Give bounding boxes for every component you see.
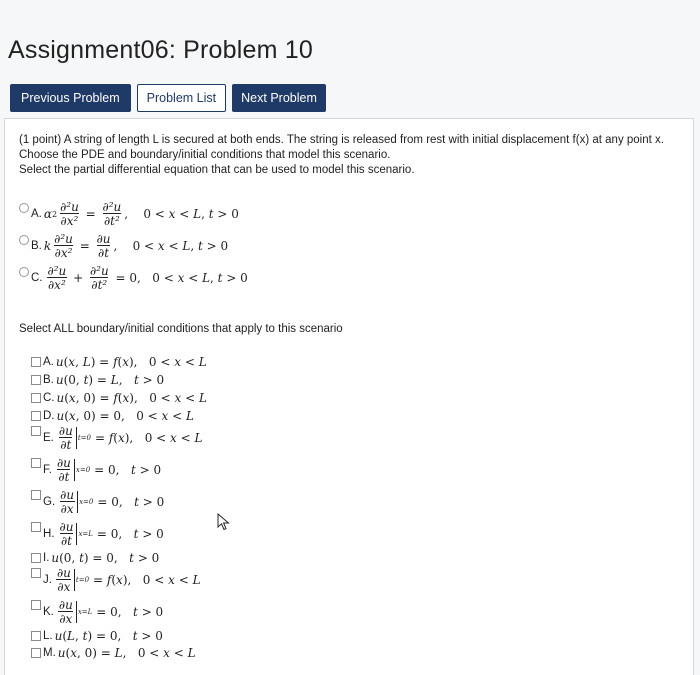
evaluation-bar bbox=[74, 459, 75, 481]
evaluation-bar bbox=[76, 601, 77, 623]
condition-text: = 0, t > 0 bbox=[94, 463, 162, 477]
checkbox[interactable] bbox=[31, 600, 41, 610]
option-label: C. bbox=[31, 272, 43, 284]
condition-j[interactable] bbox=[31, 567, 201, 593]
condition-k[interactable] bbox=[31, 599, 163, 625]
checkbox[interactable] bbox=[31, 393, 41, 403]
condition-text: = f(x), 0 < x < L bbox=[93, 573, 201, 587]
equals: = bbox=[81, 207, 100, 221]
condition-c[interactable] bbox=[31, 391, 207, 405]
fraction: $\frac{\partial u}{\partial x}$ bbox=[58, 598, 73, 626]
pde-option-a[interactable] bbox=[19, 201, 239, 227]
condition-text: u(x, 0) = 0, 0 < x < L bbox=[56, 409, 194, 423]
option-label: J. bbox=[43, 574, 52, 586]
fraction: $\frac{\partial u}{\partial t}$ bbox=[96, 232, 111, 260]
condition-e[interactable] bbox=[31, 425, 202, 451]
statement-line-3: Select the partial differential equation that can be used to model this scenario. bbox=[19, 164, 415, 176]
fraction: $\frac{\partial u}{\partial x}$ bbox=[56, 566, 71, 594]
problem-panel bbox=[4, 118, 694, 675]
plus: + bbox=[69, 271, 87, 285]
option-label: K. bbox=[43, 606, 54, 618]
checkbox[interactable] bbox=[31, 357, 41, 367]
option-label: B. bbox=[43, 374, 54, 386]
fraction: $\frac{\partial u}{\partial t}$ bbox=[56, 456, 71, 484]
option-label: H. bbox=[43, 528, 55, 540]
condition-text: u(x, 0) = f(x), 0 < x < L bbox=[56, 391, 207, 405]
checkbox[interactable] bbox=[31, 631, 41, 641]
option-label: E. bbox=[43, 432, 54, 444]
fraction: $\frac{\text{∂²u}}{\text{∂x²}}$ bbox=[47, 264, 67, 292]
radio-button[interactable] bbox=[19, 203, 29, 213]
evaluation-subscript: x=0 bbox=[79, 498, 94, 506]
option-label: M. bbox=[43, 647, 56, 659]
conditions-prompt: Select ALL boundary/initial conditions that apply to this scenario bbox=[19, 323, 343, 335]
k-symbol: k bbox=[43, 239, 52, 253]
evaluation-bar bbox=[76, 427, 77, 449]
evaluation-bar bbox=[77, 491, 78, 513]
condition-h[interactable] bbox=[31, 521, 164, 547]
checkbox[interactable] bbox=[31, 490, 41, 500]
condition-d[interactable] bbox=[31, 409, 194, 423]
condition-text: = f(x), 0 < x < L bbox=[94, 431, 203, 445]
fraction: $\frac{\partial u}{\partial t}$ bbox=[58, 424, 73, 452]
checkbox[interactable] bbox=[31, 553, 41, 563]
evaluation-subscript: x=L bbox=[77, 608, 93, 616]
fraction: $\frac{\partial u}{\partial x}$ bbox=[60, 488, 75, 516]
evaluation-bar bbox=[76, 523, 77, 545]
option-label: G. bbox=[43, 496, 56, 508]
option-label: L. bbox=[43, 630, 53, 642]
domain-text: = 0, 0 < x < L, t > 0 bbox=[111, 271, 248, 285]
checkbox[interactable] bbox=[31, 648, 41, 658]
statement-line-1: (1 point) A string of length L is secured at both ends. The string is released from rest with initial displacement f(x) at any point x. bbox=[19, 134, 664, 146]
checkbox[interactable] bbox=[31, 426, 41, 436]
fraction: $\frac{\text{∂²u}}{\text{∂x²}}$ bbox=[54, 232, 73, 260]
previous-problem-button[interactable]: Previous Problem bbox=[10, 84, 131, 112]
option-label: A. bbox=[31, 208, 42, 220]
evaluation-subscript: x=0 bbox=[75, 466, 91, 474]
alpha-symbol: α bbox=[43, 207, 52, 221]
page-title: Assignment06: Problem 10 bbox=[8, 36, 313, 64]
condition-text: u(0, t) = 0, t > 0 bbox=[51, 551, 160, 565]
checkbox[interactable] bbox=[31, 568, 41, 578]
pde-option-b[interactable] bbox=[19, 233, 228, 259]
statement-line-2: Choose the PDE and boundary/initial conditions that model this scenario. bbox=[19, 149, 391, 161]
problem-nav bbox=[10, 84, 326, 112]
option-label: C. bbox=[43, 392, 55, 404]
condition-text: u(L, t) = 0, t > 0 bbox=[54, 629, 163, 643]
condition-l[interactable] bbox=[31, 629, 163, 643]
exponent: 2 bbox=[51, 209, 58, 219]
condition-m[interactable] bbox=[31, 646, 196, 660]
condition-text: u(x, L) = f(x), 0 < x < L bbox=[55, 355, 207, 369]
condition-f[interactable] bbox=[31, 457, 161, 483]
equals: = bbox=[75, 239, 94, 253]
fraction: $\frac{\text{∂²u}}{\text{∂t²}}$ bbox=[89, 264, 109, 292]
domain-text: , 0 < x < L, t > 0 bbox=[124, 207, 239, 221]
condition-b[interactable] bbox=[31, 373, 164, 387]
condition-text: u(x, 0) = L, 0 < x < L bbox=[57, 646, 196, 660]
condition-a[interactable] bbox=[31, 355, 207, 369]
condition-g[interactable] bbox=[31, 489, 164, 515]
problem-list-button[interactable]: Problem List bbox=[137, 84, 226, 112]
mouse-cursor-icon bbox=[217, 513, 231, 531]
checkbox[interactable] bbox=[31, 375, 41, 385]
fraction: $\frac{\partial u}{\partial t}$ bbox=[59, 520, 74, 548]
condition-text: = 0, t > 0 bbox=[96, 605, 164, 619]
condition-text: = 0, t > 0 bbox=[96, 527, 164, 541]
option-label: A. bbox=[43, 356, 54, 368]
condition-i[interactable] bbox=[31, 551, 159, 565]
option-label: F. bbox=[43, 464, 52, 476]
evaluation-subscript: t=0 bbox=[75, 576, 90, 584]
domain-text: , 0 < x < L, t > 0 bbox=[113, 239, 229, 253]
option-label: D. bbox=[43, 410, 55, 422]
evaluation-bar bbox=[74, 569, 75, 591]
next-problem-button[interactable]: Next Problem bbox=[232, 84, 326, 112]
radio-button[interactable] bbox=[19, 235, 29, 245]
condition-text: u(0, t) = L, t > 0 bbox=[55, 373, 165, 387]
condition-text: = 0, t > 0 bbox=[97, 495, 165, 509]
problem-statement bbox=[19, 133, 689, 178]
fraction: $\frac{\text{∂²u}}{\text{∂x²}}$ bbox=[60, 200, 79, 228]
option-label: I. bbox=[43, 552, 50, 564]
evaluation-subscript: t=0 bbox=[77, 434, 91, 442]
checkbox[interactable] bbox=[31, 522, 41, 532]
checkbox[interactable] bbox=[31, 411, 41, 421]
radio-button[interactable] bbox=[19, 267, 29, 277]
option-label: B. bbox=[31, 240, 42, 252]
pde-option-c[interactable] bbox=[19, 265, 248, 291]
checkbox[interactable] bbox=[31, 458, 41, 468]
fraction: $\frac{\text{∂²u}}{\text{∂t²}}$ bbox=[102, 200, 122, 228]
evaluation-subscript: x=L bbox=[78, 530, 93, 538]
